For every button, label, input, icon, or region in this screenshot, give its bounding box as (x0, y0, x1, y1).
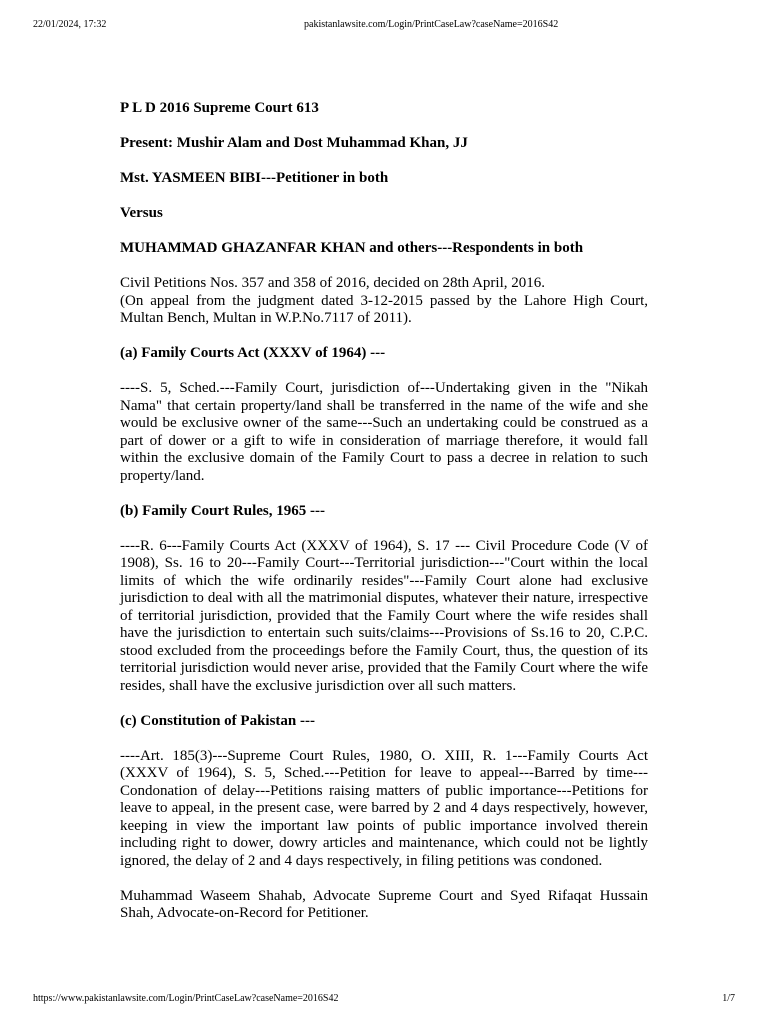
section-c-text: ----Art. 185(3)---Supreme Court Rules, 1980, O. XIII, R. 1---Family Courts Act (XXXV of 1964), S. 5, Sched.---Petition for leave to appeal---Barred by time---Condonation of delay---Petitions raising matters of public importance---Petitions for leave to appeal, in the present case, were barred by 2 and 4 days respectively, however, keeping in view the important law points of public importance involved therein including right to dower, dowry articles and maintenance, which could not be lightly ignored, the delay of 2 and 4 days respectively, in filing petitions was condoned. (120, 747, 648, 869)
section-b-heading: (b) Family Court Rules, 1965 --- (120, 502, 325, 519)
case-citation: P L D 2016 Supreme Court 613 (120, 100, 319, 116)
print-footer (33, 993, 735, 1007)
respondents: MUHAMMAD GHAZANFAR KHAN and others---Respondents in both (120, 240, 584, 256)
appeal-info: (On appeal from the judgment dated 3-12-2015 passed by the Lahore High Court, Multan Bench, Multan in W.P.No.7117 of 2011). (120, 292, 648, 326)
print-footer-url: https://www.pakistanlawsite.com/Login/PrintCaseLaw?caseName=2016S42 (33, 993, 339, 1004)
case-document (120, 100, 648, 940)
counsel-info: Muhammad Waseem Shahab, Advocate Supreme Court and Syed Rifaqat Hussain Shah, Advocate-on-Record for Petitioner. (120, 887, 648, 921)
versus-label: Versus (120, 205, 163, 221)
print-header-url: pakistanlawsite.com/Login/PrintCaseLaw?caseName=2016S42 (304, 19, 559, 30)
page-number: 1/7 (722, 993, 735, 1004)
print-datetime: 22/01/2024, 17:32 (33, 19, 107, 30)
bench-present: Present: Mushir Alam and Dost Muhammad Khan, JJ (120, 135, 468, 151)
section-c-heading: (c) Constitution of Pakistan --- (120, 712, 315, 729)
section-b-text: ----R. 6---Family Courts Act (XXXV of 1964), S. 17 --- Civil Procedure Code (V of 1908), Ss. 16 to 20---Family Court---Territorial jurisdiction---"Court within the local limits of which the wife ordinarily resides"---Family Court alone had exclusive jurisdiction to deal with all the matrimonial disputes, whatever their nature, irrespective of territorial jurisdiction, provided that the Family Court where the wife resides shall have the jurisdiction to entertain such suits/claims---Provisions of Ss.16 to 20, C.P.C. stood excluded from the proceedings before the Family Court, thus, the question of its territorial jurisdiction would never arise, provided that the Family Court where the wife resides, shall have the exclusive jurisdiction over all such matters. (120, 537, 648, 694)
petition-details (120, 275, 648, 328)
petition-info: Civil Petitions Nos. 357 and 358 of 2016, decided on 28th April, 2016. (120, 275, 545, 291)
print-header (33, 19, 735, 33)
section-a-text: ----S. 5, Sched.---Family Court, jurisdiction of---Undertaking given in the "Nikah Nama" that certain property/land shall be transferred in the name of the wife and she would be exclusive owner of the same---Such an undertaking could be construed as a part of dower or a gift to wife in consideration of marriage therefore, it would fall within the exclusive domain of the Family Court to pass a decree in relation to such property/land. (120, 380, 648, 484)
petitioner: Mst. YASMEEN BIBI---Petitioner in both (120, 170, 389, 186)
section-a-heading: (a) Family Courts Act (XXXV of 1964) --- (120, 345, 386, 361)
